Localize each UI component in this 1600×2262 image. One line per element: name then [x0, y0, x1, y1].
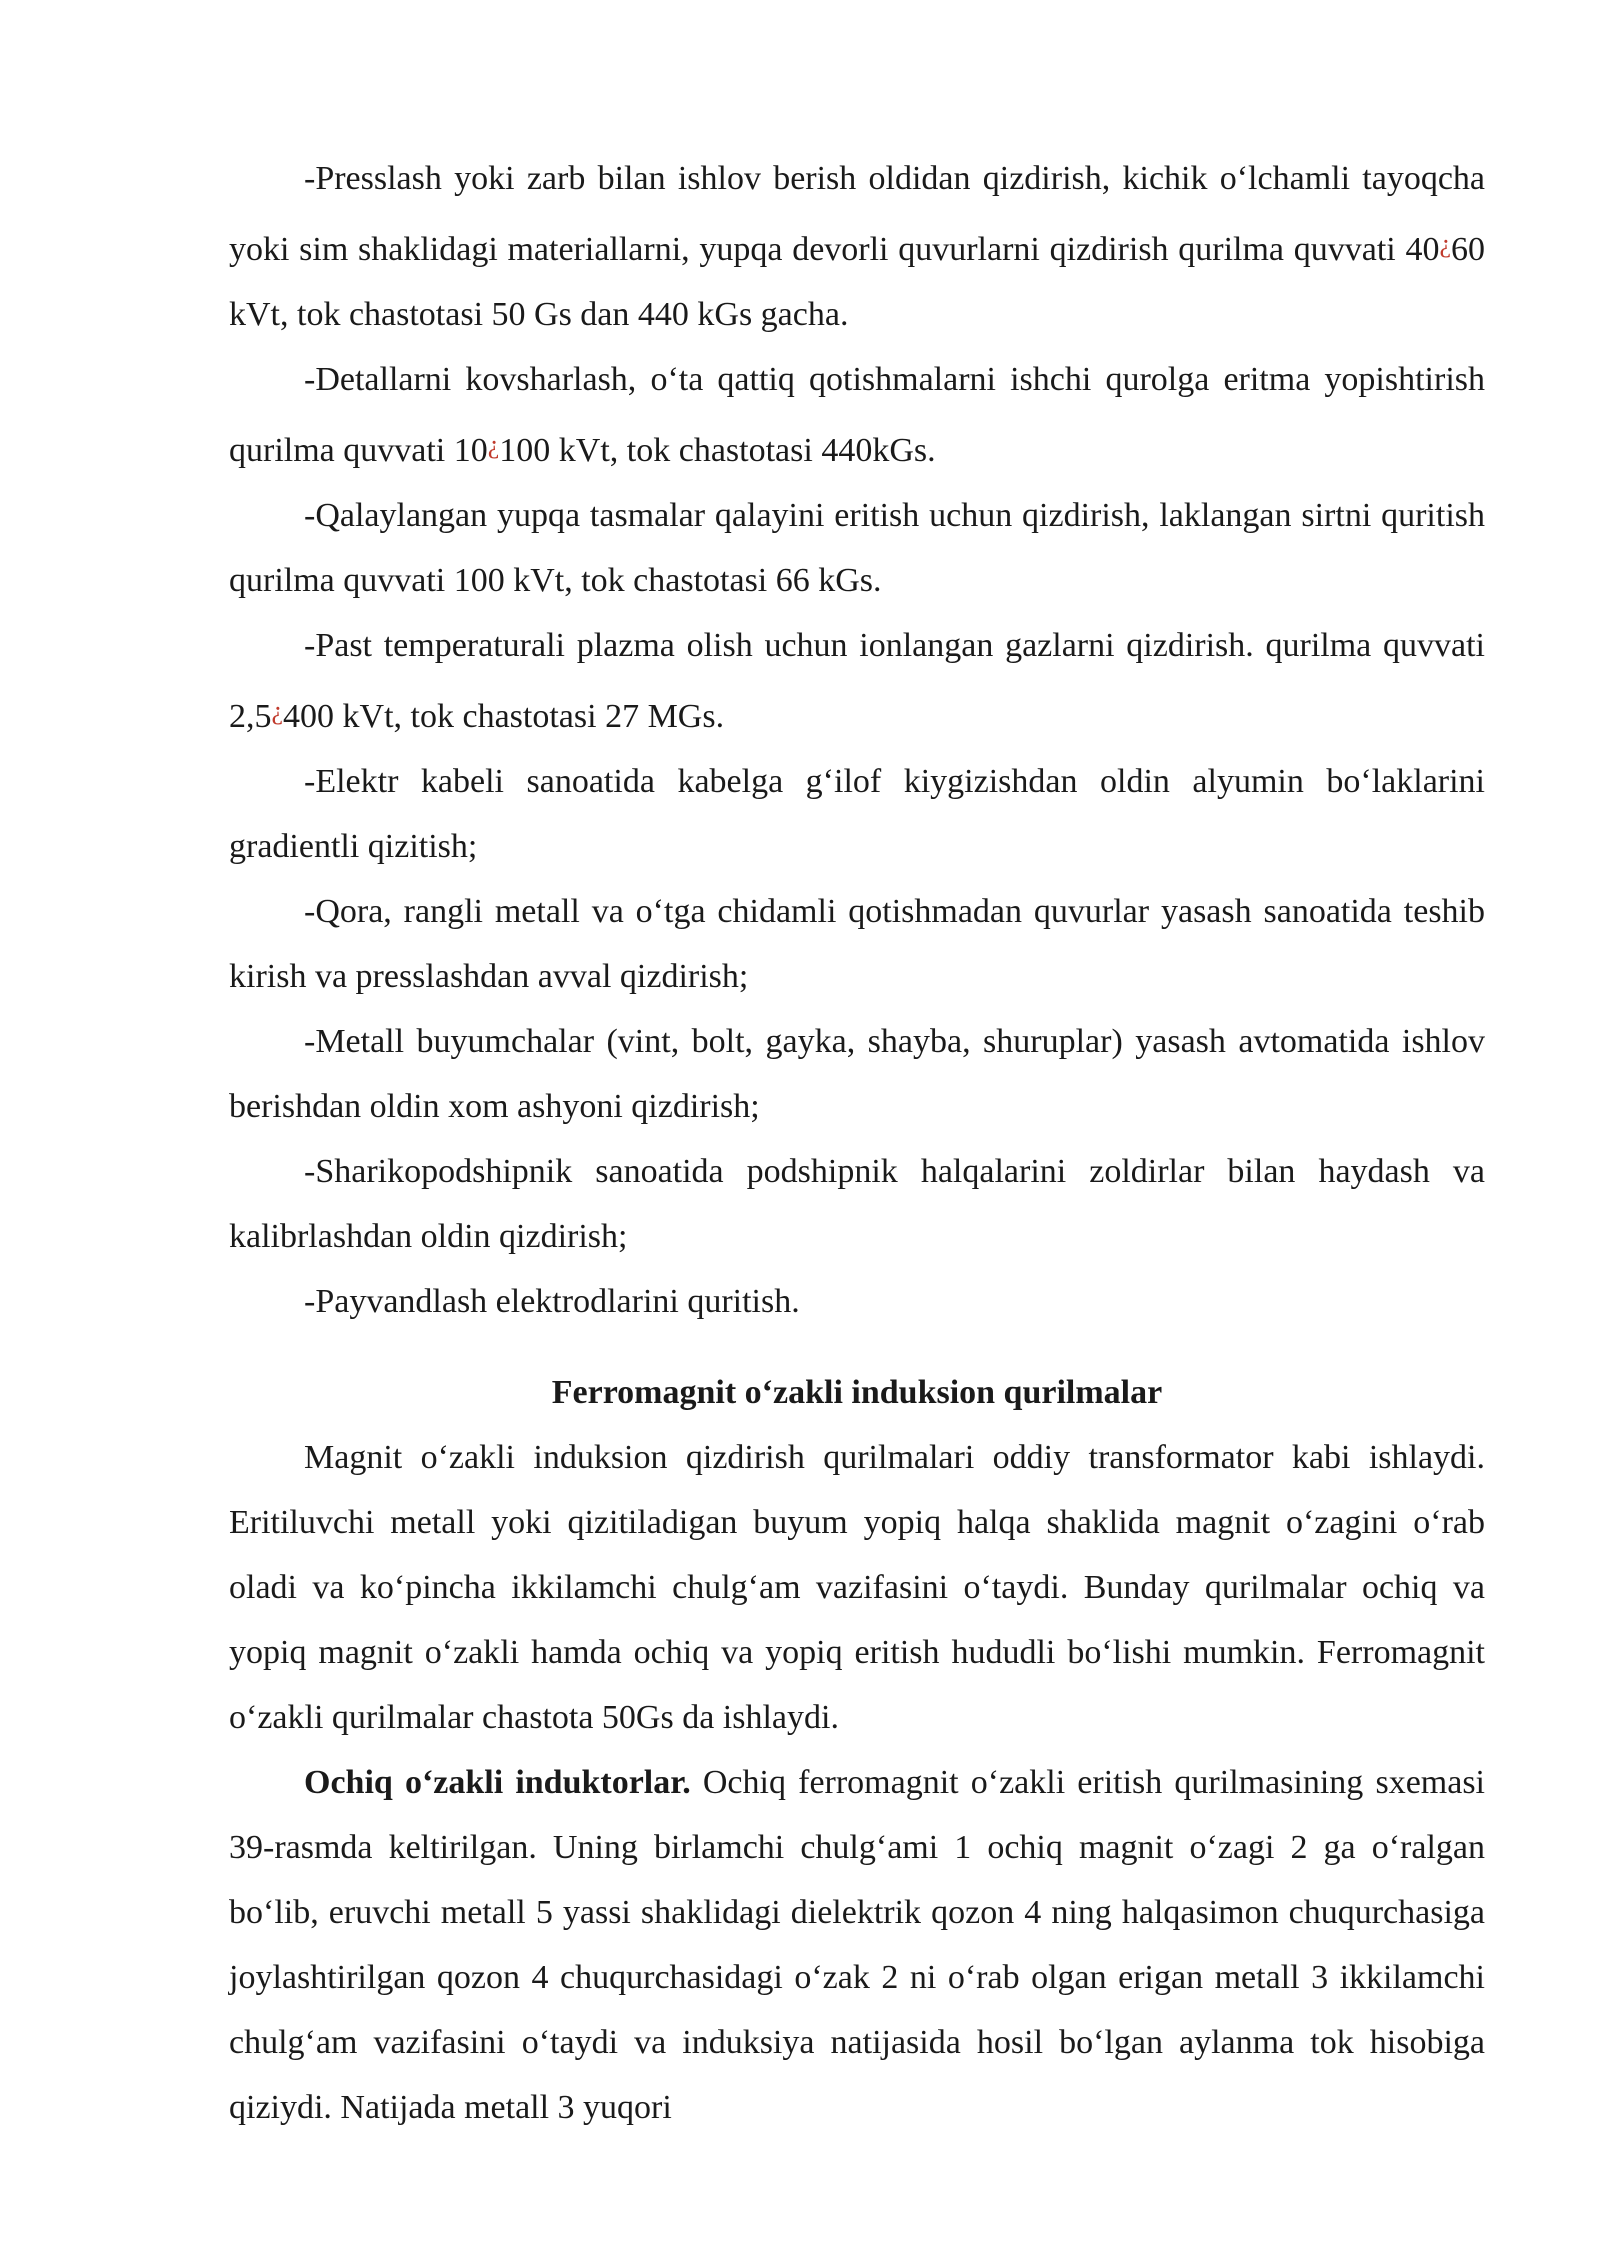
list-item-1	[229, 146, 1485, 347]
body-paragraph-1: Magnit o‘zakli induksion qizdirish qurilmalari oddiy transformator kabi ishlaydi. Eritiluvchi metall yoki qizitiladigan buyum yopiq halqa shaklida magnit o‘zagini o‘rab oladi va ko‘pincha ikkilamchi chulg‘am vazifasini o‘taydi. Bunday qurilmalar ochiq va yopiq magnit o‘zakli hamda ochiq va yopiq eritish hududli bo‘lishi mumkin. Ferromagnit o‘zakli qurilmalar chastota 50Gs da ishlaydi.	[229, 1439, 1485, 1736]
list-item-6: -Qora, rangli metall va o‘tga chidamli qotishmadan quvurlar yasash sanoatida teshib kirish va presslashdan avval qizdirish;	[229, 893, 1485, 995]
list-item-4-text-a: -Past temperaturali plazma olish uchun ionlangan gazlarni qizdirish. qurilma quvvati 2,5	[229, 627, 1485, 735]
paragraph-2-text: Ochiq ferromagnit o‘zakli eritish qurilmasining sxemasi 39-rasmda keltirilgan. Uning birlamchi chulg‘ami 1 ochiq magnit o‘zagi 2 ga o‘ralgan bo‘lib, eruvchi metall 5 yassi shaklidagi dielektrik qozon 4 ning halqasimon chuqurchasiga joylashtirilgan qozon 4 chuqurchasidagi o‘zak 2 ni o‘rab olgan erigan metall 3 ikkilamchi chulg‘am vazifasini o‘taydi va induksiya natijasida hosil bo‘lgan aylanma tok hisobiga qiziydi. Natijada metall 3 yuqori	[229, 1764, 1485, 2126]
section-heading: Ferromagnit o‘zakli induksion qurilmalar	[551, 1374, 1163, 1411]
list-item-5: -Elektr kabeli sanoatida kabelga g‘ilof kiygizishdan oldin alyumin bo‘laklarini gradientli qizitish;	[229, 763, 1485, 865]
range-symbol: ¿	[487, 430, 500, 459]
body-paragraph-2	[229, 1750, 1485, 2140]
list-item-9: -Payvandlash elektrodlarini quritish.	[304, 1283, 800, 1320]
list-item-2	[229, 347, 1485, 483]
range-symbol: ¿	[271, 696, 284, 725]
list-item-8: -Sharikopodshipnik sanoatida podshipnik halqalarini zoldirlar bilan haydash va kalibrlashdan oldin qizdirish;	[229, 1153, 1485, 1255]
list-item-3: -Qalaylangan yupqa tasmalar qalayini eritish uchun qizdirish, laklangan sirtni quritish qurilma quvvati 100 kVt, tok chastotasi 66 kGs.	[229, 497, 1485, 599]
list-item-2-text-a: -Detallarni kovsharlash, o‘ta qattiq qotishmalarni ishchi qurolga eritma yopishtirish qurilma quvvati 10	[229, 361, 1485, 469]
list-item-7: -Metall buyumchalar (vint, bolt, gayka, shayba, shuruplar) yasash avtomatida ishlov berishdan oldin xom ashyoni qizdirish;	[229, 1023, 1485, 1125]
range-symbol: ¿	[1439, 229, 1451, 258]
list-item-4	[229, 613, 1485, 749]
list-item-1-text-b: 60 kVt, tok chastotasi 50 Gs dan 440 kGs gacha.	[229, 231, 1485, 333]
list-item-1-text-a: -Presslash yoki zarb bilan ishlov berish oldidan qizdirish, kichik o‘lchamli tayoqcha yoki sim shaklidagi materiallarni, yupqa devorli quvurlarni qizdirish qurilma quvvati 40	[229, 160, 1485, 268]
list-item-4-text-b: 400 kVt, tok chastotasi 27 MGs.	[283, 698, 725, 735]
paragraph-lead-bold: Ochiq o‘zakli induktorlar.	[304, 1764, 691, 1801]
list-item-2-text-b: 100 kVt, tok chastotasi 440kGs.	[499, 432, 936, 469]
document-page	[229, 146, 1485, 2140]
